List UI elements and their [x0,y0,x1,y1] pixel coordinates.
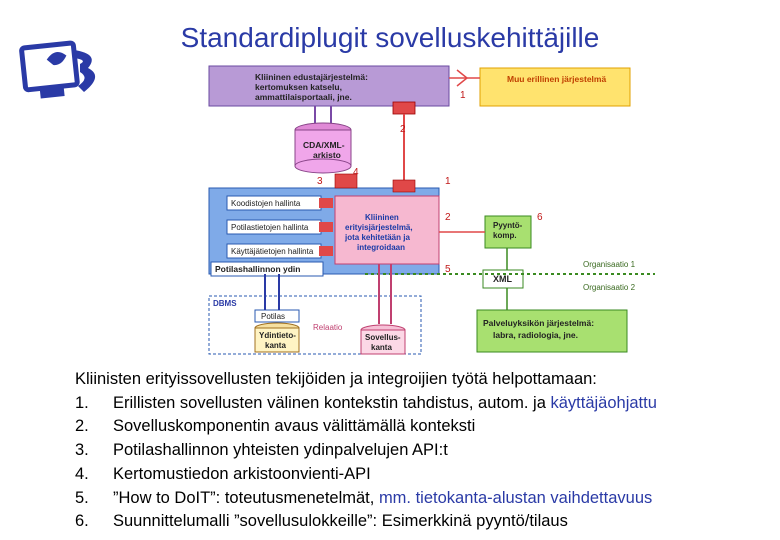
org1-label: Organisaatio 1 [583,260,636,269]
external-system-label: Muu erillinen järjestelmä [507,74,607,84]
app-db-label-1: Sovellus- [365,333,401,342]
relation-label: Relaatio [313,323,343,332]
marker-2-top: 2 [400,124,406,135]
clinical-special-label-2: erityisjärjestelmä, [345,223,413,232]
request-label-2: komp. [493,231,517,240]
service-unit-label-2: labra, radiologia, jne. [493,330,579,340]
service-code-label: Koodistojen hallinta [231,199,301,208]
marker-1-top: 1 [460,90,466,101]
list-item: 6. Suunnittelumalli ”sovellusulokkeille”: Esimerkkinä pyyntö/tilaus [75,512,568,531]
service-user-label: Käyttäjätietojen hallinta [231,247,314,256]
body-text [75,368,775,534]
clinical-special-label-3: jota kehitetään ja [345,233,410,242]
intro-line: Kliinisten erityissovellusten tekijöiden ja integroijien työtä helpottamaan: [75,370,597,388]
service-core-label: Potilashallinnon ydin [215,264,301,274]
service-patient-label: Potilastietojen hallinta [231,223,309,232]
list-item: 5. ”How to DoIT”: toteutusmenetelmät, mm. tietokanta-alustan vaihdettavuus [75,488,653,507]
marker-3: 3 [317,176,323,187]
patient-table-label: Potilas [261,312,286,321]
marker-6: 6 [537,212,543,223]
archive-label-1: CDA/XML- [303,140,345,150]
org2-label: Organisaatio 2 [583,283,636,292]
list-item: 4. Kertomustiedon arkistoonvienti-API [75,464,371,483]
marker-1-mid: 1 [445,176,451,187]
dbms-label: DBMS [213,299,237,308]
architecture-diagram [195,60,665,360]
core-db-label-1: Ydintieto- [259,331,296,340]
clinical-frontend-label-1: Kliininen edustajärjestelmä: [255,72,368,82]
plug-connector [393,102,415,114]
marker-5: 5 [445,264,451,275]
xml-label: XML [493,274,512,284]
clinical-special-label-1: Kliininen [365,213,399,222]
list-item: 1. Erillisten sovellusten välinen kontekstin tahdistus, autom. ja käyttäjäohjattu [75,393,657,412]
computer-logo-icon [18,36,108,106]
clinical-special-label-4: integroidaan [357,243,406,252]
request-label-1: Pyyntö- [493,221,523,230]
app-db-label-2: kanta [371,343,392,352]
core-db-label-2: kanta [265,341,286,350]
clinical-frontend-label-2: kertomuksen katselu, [255,82,342,92]
service-unit-label-1: Palveluyksikön järjestelmä: [483,318,595,328]
marker-2-mid: 2 [445,212,451,223]
list-item: 2. Sovelluskomponentin avaus välittämällä konteksti [75,417,476,436]
marker-4: 4 [353,167,359,178]
archive-label-2: arkisto [313,150,341,160]
slide-title: Standardiplugit sovelluskehittäjille [180,22,600,53]
clinical-frontend-label-3: ammattilaisportaali, jne. [255,92,352,102]
list-item: 3. Potilashallinnon yhteisten ydinpalvelujen API:t [75,441,448,460]
